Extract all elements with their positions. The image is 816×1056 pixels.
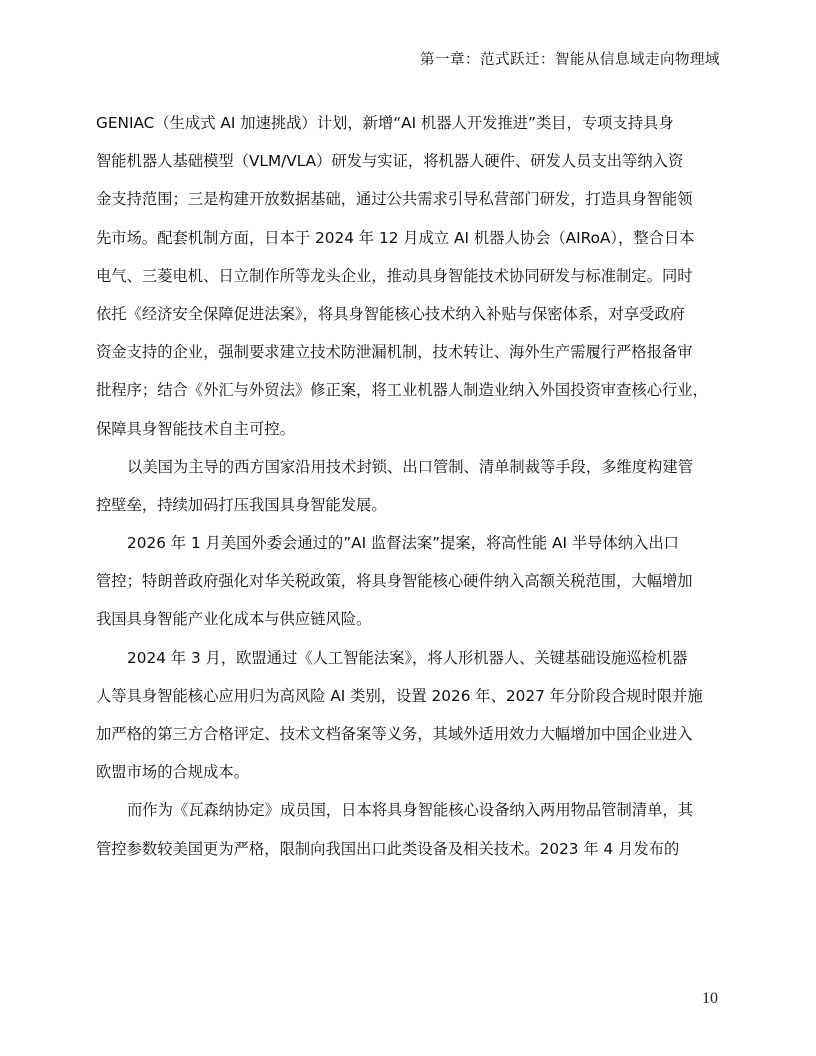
- text-line: 金支持范围；三是构建开放数据基础，通过公共需求引导私营部门研发，打造具身智能领: [96, 190, 693, 209]
- paragraph-first-line: 以美国为主导的西方国家沿用技术封锁、出口管制、清单制裁等手段，多维度构建管: [127, 457, 693, 476]
- text-line: 资金支持的企业，强制要求建立技术防泄漏机制，技术转让、海外生产需履行严格报备审: [96, 343, 693, 362]
- page-number: 10: [702, 990, 718, 1007]
- text-line: 智能机器人基础模型（VLM/VLA）研发与实证，将机器人硬件、研发人员支出等纳入资: [96, 152, 684, 171]
- running-header: 第一章：范式跃迁：智能从信息域走向物理域: [420, 52, 720, 68]
- text-line: GENIAC（生成式 AI 加速挑战）计划，新增“AI 机器人开发推进”类目，专项支持具身: [96, 114, 674, 132]
- text-line: 欧盟市场的合规成本。: [96, 763, 249, 782]
- paragraph-first-line: 而作为《瓦森纳协定》成员国，日本将具身智能核心设备纳入两用物品管制清单，其: [127, 801, 693, 820]
- paragraph-first-line: 2026 年 1 月美国外委会通过的”AI 监督法案”提案，将高性能 AI 半导体纳入出口: [127, 534, 679, 553]
- text-line: 批程序；结合《外汇与外贸法》修正案，将工业机器人制造业纳入外国投资审查核心行业，: [96, 381, 708, 400]
- text-line: 加严格的第三方合格评定、技术文档备案等义务，其域外适用效力大幅增加中国企业进入: [96, 725, 693, 743]
- text-line: 管控；特朗普政府强化对华关税政策，将具身智能核心硬件纳入高额关税范围，大幅增加: [96, 572, 693, 591]
- text-line: 我国具身智能产业化成本与供应链风险。: [96, 610, 372, 629]
- text-line: 电气、三菱电机、日立制作所等龙头企业，推动具身智能技术协同研发与标准制定。同时: [96, 266, 693, 285]
- text-line: 人等具身智能核心应用归为高风险 AI 类别，设置 2026 年、2027 年分阶段合规时限并施: [96, 686, 703, 705]
- text-line: 保障具身智能技术自主可控。: [96, 419, 295, 438]
- text-line: 管控参数较美国更为严格，限制向我国出口此类设备及相关技术。2023 年 4 月发布的: [96, 839, 680, 858]
- document-body: [96, 104, 722, 868]
- text-line: 依托《经济安全保障促进法案》，将具身智能核心技术纳入补贴与保密体系，对享受政府: [96, 304, 685, 323]
- text-line: 先市场。配套机制方面，日本于 2024 年 12 月成立 AI 机器人协会（AIRoA），整合日本: [96, 228, 695, 247]
- paragraph-first-line: 2024 年 3 月，欧盟通过《人工智能法案》，将人形机器人、关键基础设施巡检机器: [127, 648, 688, 667]
- text-line: 控壁垒，持续加码打压我国具身智能发展。: [96, 495, 387, 514]
